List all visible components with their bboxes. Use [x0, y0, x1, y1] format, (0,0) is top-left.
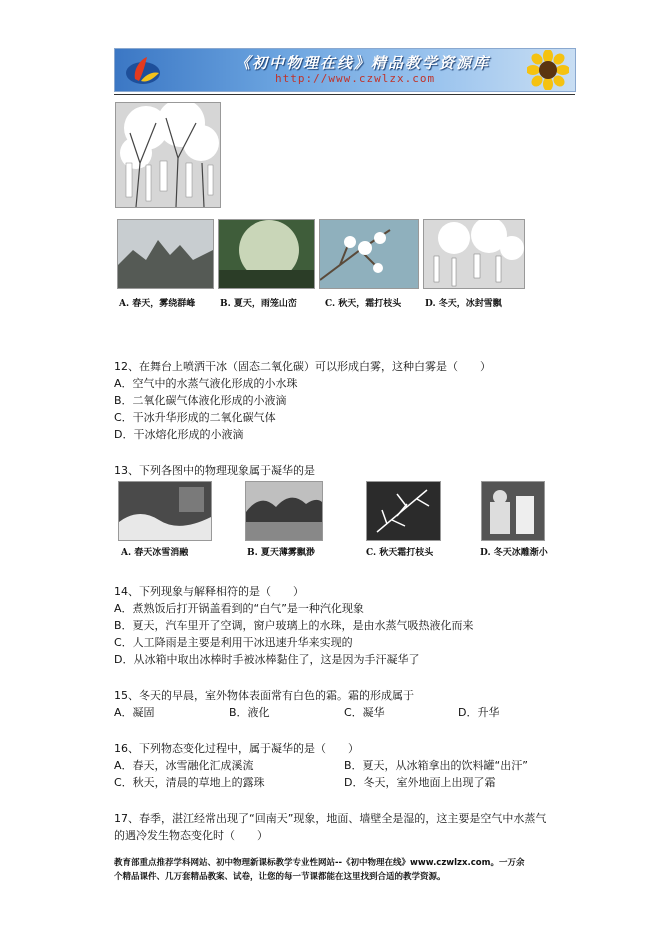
question-15-option-d: D．升华: [458, 706, 500, 719]
site-url[interactable]: http://www.czwlzx.com: [275, 72, 436, 85]
question-14-option-b: B．夏天，汽车里开了空调，窗户玻璃上的水珠，是由水蒸气吸热液化而来: [114, 619, 474, 632]
site-banner: [114, 48, 576, 92]
question-12-option-a: A．空气中的水蒸气液化形成的小水珠: [114, 377, 298, 390]
question-14-option-d: D．从冰箱中取出冰棒时手被冰棒黏住了，这是因为手汗凝华了: [114, 653, 420, 666]
question-12-option-c: C．干冰升华形成的二氧化碳气体: [114, 411, 276, 424]
season-caption-a: A. 春天，雾绕群峰: [119, 299, 196, 309]
season-photo-c: [319, 219, 419, 289]
q13-photo-a: [118, 481, 212, 541]
question-14-option-c: C．人工降雨是主要是利用干冰迅速升华来实现的: [114, 636, 353, 649]
question-14-option-a: A．煮熟饭后打开锅盖看到的“白气”是一种汽化现象: [114, 602, 364, 615]
question-12-stem: 12、在舞台上喷洒干冰（固态二氧化碳）可以形成白雾，这种白雾是（ ）: [114, 360, 491, 373]
season-caption-b: B. 夏天，雨笼山峦: [220, 299, 297, 309]
frozen-tree-photo: [115, 102, 221, 208]
question-14-stem: 14、下列现象与解释相符的是（ ）: [114, 585, 304, 598]
footer-line-2: 个精品课件、几万套精品教案、试卷，让您的每一节课都能在这里找到合适的教学资源。: [114, 872, 446, 882]
q13-caption-c: C. 秋天霜打枝头: [366, 548, 434, 558]
question-16-option-d: D．冬天，室外地面上出现了霜: [344, 776, 496, 789]
question-16-option-c: C．秋天，清晨的草地上的露珠: [114, 776, 265, 789]
question-13-stem: 13、下列各图中的物理现象属于凝华的是: [114, 464, 315, 477]
q13-caption-a: A. 春天冰雪消融: [121, 548, 189, 558]
q13-photo-d: [481, 481, 545, 541]
season-photo-d: [423, 219, 525, 289]
site-logo-icon: [123, 53, 163, 87]
q13-caption-d: D. 冬天冰雕渐小: [480, 548, 548, 558]
question-15-stem: 15、冬天的早晨，室外物体表面常有白色的霜。霜的形成属于: [114, 689, 414, 702]
question-15-option-c: C．凝华: [344, 706, 385, 719]
question-16-option-a: A．春天，冰雪融化汇成溪流: [114, 759, 254, 772]
season-photo-b: [218, 219, 315, 289]
question-17-stem-line2: 的遇冷发生物态变化时（ ）: [114, 829, 268, 842]
sunflower-icon: [527, 50, 569, 90]
question-15-option-b: B．液化: [229, 706, 270, 719]
question-16-option-b: B．夏天，从冰箱拿出的饮料罐“出汗”: [344, 759, 528, 772]
question-12-option-b: B．二氧化碳气体液化形成的小液滴: [114, 394, 287, 407]
q13-caption-b: B. 夏天薄雾飘渺: [247, 548, 315, 558]
season-photo-a: [117, 219, 214, 289]
header-rule: [114, 94, 575, 95]
question-15-option-a: A．凝固: [114, 706, 155, 719]
site-title: 《初中物理在线》精品教学资源库: [235, 54, 491, 72]
q13-photo-c: [366, 481, 441, 541]
season-caption-d: D. 冬天，冰封雪飘: [425, 299, 502, 309]
question-16-stem: 16、下列物态变化过程中，属于凝华的是（ ）: [114, 742, 359, 755]
q13-photo-b: [245, 481, 323, 541]
footer-line-1: 教育部重点推荐学科网站、初中物理新课标教学专业性网站--《初中物理在线》www.czwlzx.com。一万余: [114, 858, 525, 868]
question-17-stem-line1: 17、春季，湛江经常出现了“回南天”现象，地面、墙壁全是湿的，这主要是空气中水蒸气: [114, 812, 547, 825]
question-12-option-d: D．干冰熔化形成的小液滴: [114, 428, 244, 441]
season-caption-c: C. 秋天，霜打枝头: [325, 299, 402, 309]
